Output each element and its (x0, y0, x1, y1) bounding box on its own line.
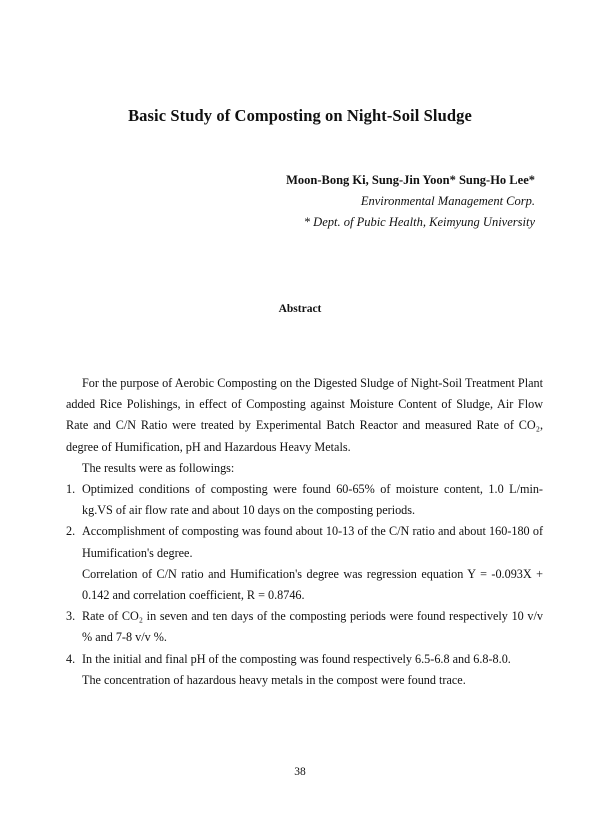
abstract-intro-paragraph: For the purpose of Aerobic Composting on the Digested Sludge of Night-Soil Treatment Plant added Rice Polishings, in effect of Composting against Moisture Content of Sludge, Air Flow Rate and C/N Ratio were treated by Experimental Batch Reactor and measured Rate of CO₂, degree of Humification, pH and Hazardous Heavy Metals. (66, 376, 543, 454)
result-text: Rate of CO₂ in seven and ten days of the composting periods were found respectively 10 v/v % and 7-8 v/v %. (82, 609, 543, 645)
abstract-heading: Abstract (278, 303, 322, 315)
result-number: 1. (66, 482, 76, 497)
results-intro: The results were as followings: (82, 460, 235, 475)
result-item-2 (66, 521, 543, 606)
abstract-body (66, 373, 543, 691)
result-text-continued: Correlation of C/N ratio and Humification's degree was regression equation Y = -0.093X + 0.142 and correlation coefficient, R = 0.8746. (82, 566, 543, 603)
result-item-1 (66, 479, 543, 521)
result-text: Optimized conditions of composting were found 60-65% of moisture content, 1.0 L/min-kg.VS of air flow rate and about 10 days on the composting periods. (82, 482, 543, 518)
result-text-continued: The concentration of hazardous heavy metals in the compost were found trace. (82, 672, 466, 687)
result-text: Accomplishment of composting was found about 10-13 of the C/N ratio and about 160-180 of Humification's degree. (82, 524, 543, 560)
result-number: 2. (66, 524, 76, 539)
result-number: 3. (66, 609, 76, 624)
author-block (286, 170, 535, 233)
author-names: Moon-Bong Ki, Sung-Jin Yoon* Sung-Ho Lee* (286, 173, 535, 187)
affiliation-2: * Dept. of Pubic Health, Keimyung University (303, 215, 535, 229)
result-text: In the initial and final pH of the composting was found respectively 6.5-6.8 and 6.8-8.0. (82, 651, 511, 666)
affiliation-1: Environmental Management Corp. (360, 194, 535, 208)
paper-title: Basic Study of Composting on Night-Soil Sludge (128, 106, 472, 125)
result-item-4 (66, 649, 543, 691)
page-number: 38 (294, 766, 306, 778)
result-number: 4. (66, 651, 76, 666)
result-item-3 (66, 606, 543, 648)
